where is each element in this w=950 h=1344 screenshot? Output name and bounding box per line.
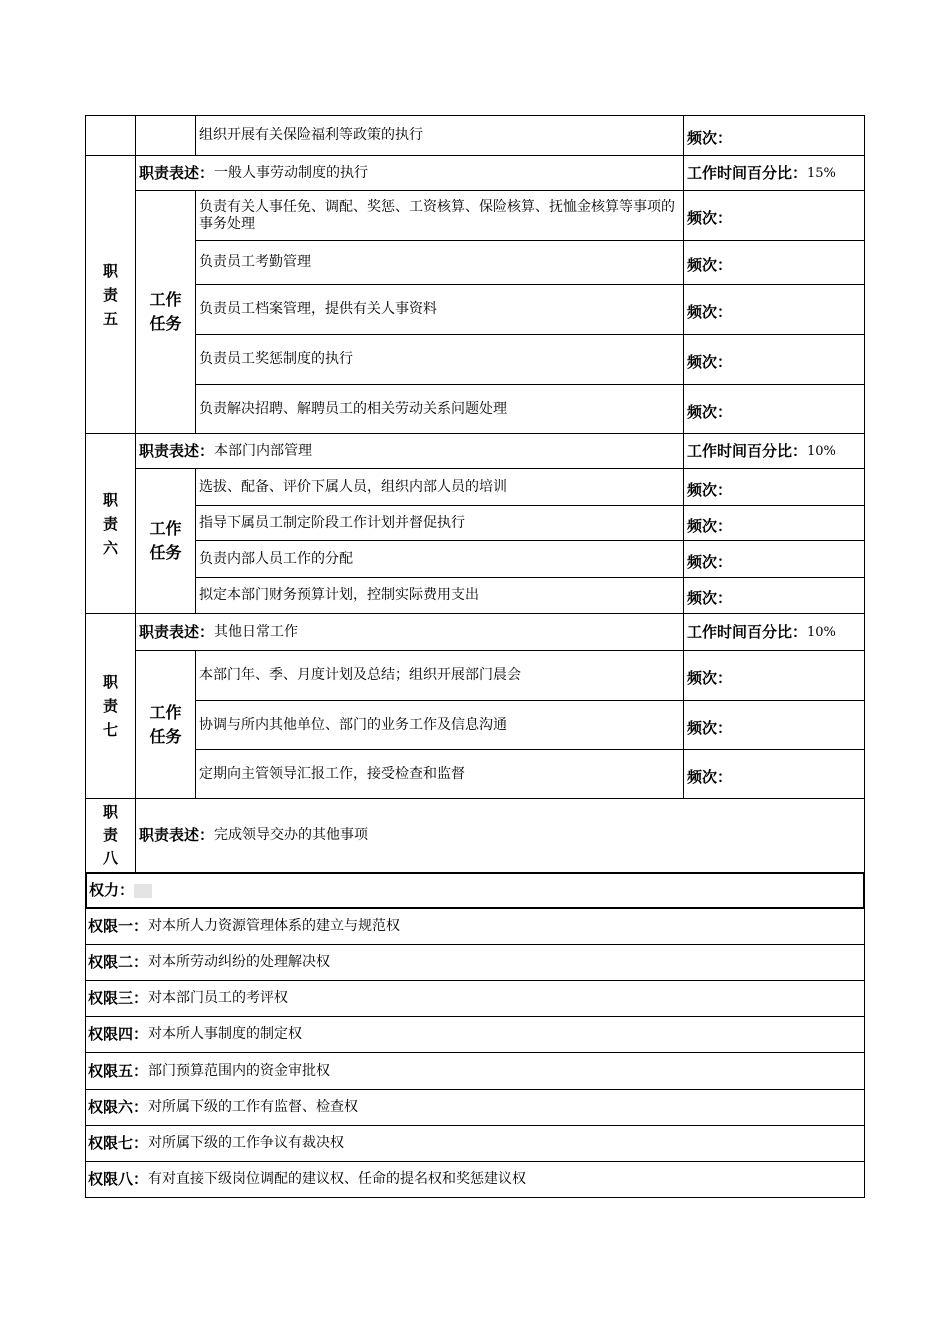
task-text: 负责员工奖惩制度的执行: [195, 334, 684, 385]
task-label-line: 工作: [149, 519, 182, 538]
power-item-text: 对本所人力资源管理体系的建立与规范权: [148, 918, 401, 934]
task-text: 协调与所内其他单位、部门的业务工作及信息沟通: [195, 700, 684, 750]
power-item-text: 有对直接下级岗位调配的建议权、任命的提名权和奖惩建议权: [148, 1171, 527, 1187]
task-frequency: 频次：: [683, 334, 865, 385]
power-item-label: 权限七：: [88, 1134, 149, 1152]
power-item-text: 对所属下级的工作有监督、检查权: [148, 1099, 359, 1115]
duty-6-time-percent: [683, 433, 865, 469]
time-percent-value: 10%: [807, 624, 836, 640]
description-label: 职责表述：: [139, 826, 215, 844]
description-label: 职责表述：: [139, 441, 215, 460]
task-text: 负责内部人员工作的分配: [195, 540, 684, 578]
task-text: 负责解决招聘、解聘员工的相关劳动关系问题处理: [195, 384, 684, 434]
power-item-label: 权限一：: [88, 917, 149, 935]
task-frequency: 频次：: [683, 190, 865, 241]
task-label-line: 工作: [149, 290, 182, 309]
power-item-6: [85, 1089, 865, 1126]
duty-label-char: 责: [102, 697, 118, 715]
task-frequency: 频次：: [683, 115, 865, 156]
duty-label-char: 七: [102, 721, 118, 739]
duty-label-char: 六: [102, 538, 118, 557]
task-label-line: 工作: [149, 702, 182, 722]
time-percent-value: 10%: [807, 443, 836, 459]
task-frequency: 频次：: [683, 577, 865, 614]
task-text: 组织开展有关保险福利等政策的执行: [195, 115, 684, 156]
power-item-5: [85, 1052, 865, 1090]
power-header: [85, 872, 865, 909]
duty-7-label: [85, 613, 136, 799]
task-label-cell-empty: [135, 115, 196, 156]
power-item-label: 权限六：: [88, 1098, 149, 1116]
duty-label-char: 责: [102, 826, 118, 844]
shaded-mark: [134, 884, 152, 898]
task-frequency: 频次：: [683, 749, 865, 799]
task-text: 负责有关人事任免、调配、奖惩、工资核算、保险核算、抚恤金核算等事项的事务处理: [195, 190, 684, 241]
power-item-text: 对本所人事制度的制定权: [148, 1026, 303, 1042]
duty-5-task-label: [135, 190, 196, 434]
power-item-3: [85, 980, 865, 1017]
task-text: 拟定本部门财务预算计划，控制实际费用支出: [195, 577, 684, 614]
task-label-line: 任务: [149, 543, 182, 562]
task-frequency: 频次：: [683, 468, 865, 506]
duty-7-task-label: [135, 650, 196, 799]
task-frequency: 频次：: [683, 650, 865, 701]
power-item-text: 对所属下级的工作争议有裁决权: [148, 1135, 345, 1151]
task-label-line: 任务: [149, 314, 182, 333]
duty-label-char: 职: [102, 673, 118, 691]
task-frequency: 频次：: [683, 700, 865, 750]
description-label: 职责表述：: [139, 163, 215, 182]
power-item-label: 权限二：: [88, 953, 149, 971]
duty-label-char: 职: [102, 490, 118, 509]
duty-7-time-percent: [683, 613, 865, 651]
task-frequency: 频次：: [683, 540, 865, 578]
power-item-text: 对本所劳动纠纷的处理解决权: [148, 954, 331, 970]
duty-5-time-percent: [683, 155, 865, 191]
task-text: 定期向主管领导汇报工作，接受检查和监督: [195, 749, 684, 799]
duty-6-label: [85, 433, 136, 614]
description-label: 职责表述：: [139, 622, 215, 641]
task-frequency: 频次：: [683, 284, 865, 335]
description-text: 其他日常工作: [214, 623, 299, 640]
duty-label-char: 五: [102, 309, 118, 328]
duty-label-char: 八: [102, 849, 118, 867]
description-text: 完成领导交办的其他事项: [214, 827, 369, 843]
power-item-text: 部门预算范围内的资金审批权: [148, 1062, 331, 1079]
duty-5-description: [135, 155, 684, 191]
task-text: 本部门年、季、月度计划及总结；组织开展部门晨会: [195, 650, 684, 701]
task-text: 选拔、配备、评价下属人员，组织内部人员的培训: [195, 468, 684, 506]
time-percent-value: 15%: [807, 165, 836, 181]
description-text: 本部门内部管理: [214, 442, 313, 459]
duty-6-task-label: [135, 468, 196, 614]
duty-label-cell-empty: [85, 115, 136, 156]
time-percent-label: 工作时间百分比：: [687, 163, 808, 182]
power-item-label: 权限八：: [88, 1170, 149, 1188]
power-item-label: 权限三：: [88, 989, 149, 1007]
duty-8-label: [85, 798, 136, 873]
power-item-4: [85, 1016, 865, 1053]
power-item-text: 对本部门员工的考评权: [148, 990, 289, 1006]
time-percent-label: 工作时间百分比：: [687, 441, 808, 460]
task-frequency: 频次：: [683, 384, 865, 434]
power-item-2: [85, 944, 865, 981]
power-item-7: [85, 1125, 865, 1162]
duty-5-label: [85, 155, 136, 434]
power-item-1: [85, 908, 865, 945]
duty-label-char: 职: [102, 261, 118, 280]
duty-6-description: [135, 433, 684, 469]
task-text: 指导下属员工制定阶段工作计划并督促执行: [195, 505, 684, 541]
description-text: 一般人事劳动制度的执行: [214, 164, 369, 181]
duty-label-char: 职: [102, 803, 118, 821]
power-title: 权力：: [89, 881, 135, 899]
duty-8-description: [135, 798, 865, 873]
task-frequency: 频次：: [683, 240, 865, 285]
duty-7-description: [135, 613, 684, 651]
task-frequency: 频次：: [683, 505, 865, 541]
power-item-8: [85, 1161, 865, 1198]
power-item-label: 权限四：: [88, 1025, 149, 1043]
time-percent-label: 工作时间百分比：: [687, 622, 808, 641]
duty-label-char: 责: [102, 285, 118, 304]
task-text: 负责员工考勤管理: [195, 240, 684, 285]
task-label-line: 任务: [149, 726, 182, 746]
power-item-label: 权限五：: [88, 1061, 149, 1080]
task-text: 负责员工档案管理，提供有关人事资料: [195, 284, 684, 335]
duty-label-char: 责: [102, 514, 118, 533]
